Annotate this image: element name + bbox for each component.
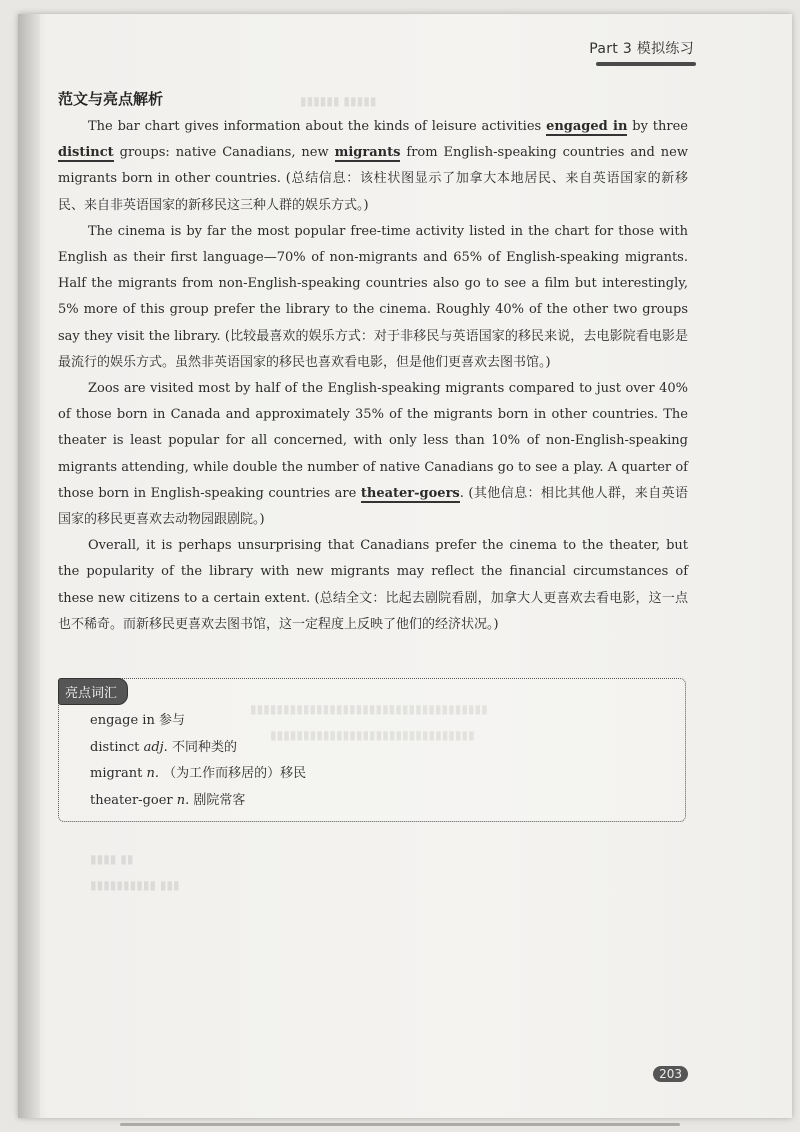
paragraph-cinema: The cinema is by far the most popular free-time activity listed in the chart for those with English as their first language—70% of non-migrants and 65% of English-speaking migrants. Half the migrants from non-English-speaking countries also go to see a film but interestingly, 5% more of this group prefer the library to the cinema. Roughly 40% of the other two groups say they visit the library. (比较最喜欢的娱乐方式：对于非移民与英语国家的移民来说，去电影院看电影是最流行的娱乐方式。虽然非英语国家的移民也喜欢看电影，但是他们更喜欢去图书馆。) [58,223,688,370]
show-through-text: ▮▮▮▮▮▮▮▮▮▮▮▮▮▮▮▮▮▮▮▮▮▮▮▮▮▮▮▮▮▮▮ [270,728,475,742]
vocab-item [90,761,306,788]
highlight-keyword: migrants [334,145,401,161]
vocab-word: theater-goer [90,792,173,808]
paragraph-zoos [58,376,688,533]
page-number: 203 [653,1066,688,1082]
model-essay [58,114,688,638]
vocab-pos: n. [146,766,160,781]
highlight-keyword: theater-goers [360,485,460,501]
page-bottom-shadow [120,1123,680,1126]
paragraph-overall: Overall, it is perhaps unsurprising that Canadians prefer the cinema to the theater, but the popularity of the library with new migrants may reflect the financial circumstances of these new citizens to a certain extent. (总结全文：比起去剧院看剧，加拿大人更喜欢去看电影，这一点也不稀奇。而新移民更喜欢去图书馆，这一定程度上反映了他们的经济状况。) [58,538,688,632]
header-underline [596,62,696,66]
paragraph-text: from English-speaking countries and new migrants born in other countries. (总结信息：该柱状图显示了加拿大本地居民、来自英语国家的新移民、来自非英语国家的新移民这三种人群的娱乐方式。) [58,145,688,213]
paragraph-text: groups: native Canadians, new [113,145,335,161]
vocab-pos: adj. [143,739,168,755]
vocab-word: distinct [90,739,140,755]
paragraph-text: by three [627,119,688,134]
vocab-item [90,788,306,815]
vocab-title: 亮点词汇 [58,678,128,705]
paragraph-text: . (其他信息：相比其他人群，来自英语国家的移民更喜欢去动物园跟剧院。) [58,485,689,528]
vocab-item [90,735,306,762]
paragraph-text: The bar chart gives information about the kinds of leisure activities [88,119,547,134]
paragraph-text: Zoos are visited most by half of the English-speaking migrants compared to just over 40% of those born in Canada and approximately 35% of the migrants born in other countries. The theater is least popular for all concerned, with only less than 10% of non-English-speaking migrants attending, while double the number of native Canadians go to see a play. A quarter of those born in English-speaking countries are [58,381,688,501]
show-through-text: ▮▮▮▮▮▮▮▮▮▮ ▮▮▮ [90,878,180,892]
vocab-word: engage in [90,713,155,728]
vocab-meaning: 参与 [158,713,185,728]
highlight-keyword: engaged in [546,119,628,134]
show-through-text: ▮▮▮▮ ▮▮ [90,852,134,866]
vocab-meaning: 剧院常客 [193,792,246,808]
vocab-pos: n. [176,792,190,808]
vocab-meaning: （为工作而移居的）移民 [163,766,307,781]
highlight-keyword: distinct [58,145,114,161]
vocab-item [90,708,306,735]
section-title: 范文与亮点解析 [58,90,164,108]
show-through-text: ▮▮▮▮▮▮ ▮▮▮▮▮ [300,94,377,108]
vocab-list [90,708,306,814]
part-header: Part 3 模拟练习 [589,41,694,57]
page-spine-shadow [18,14,40,1118]
vocab-meaning: 不同种类的 [171,739,237,755]
vocab-word: migrant [90,766,143,781]
show-through-text: ▮▮▮▮▮▮▮▮▮▮▮▮▮▮▮▮▮▮▮▮▮▮▮▮▮▮▮▮▮▮▮▮▮▮▮▮ [250,702,488,716]
paragraph-intro [58,114,688,219]
